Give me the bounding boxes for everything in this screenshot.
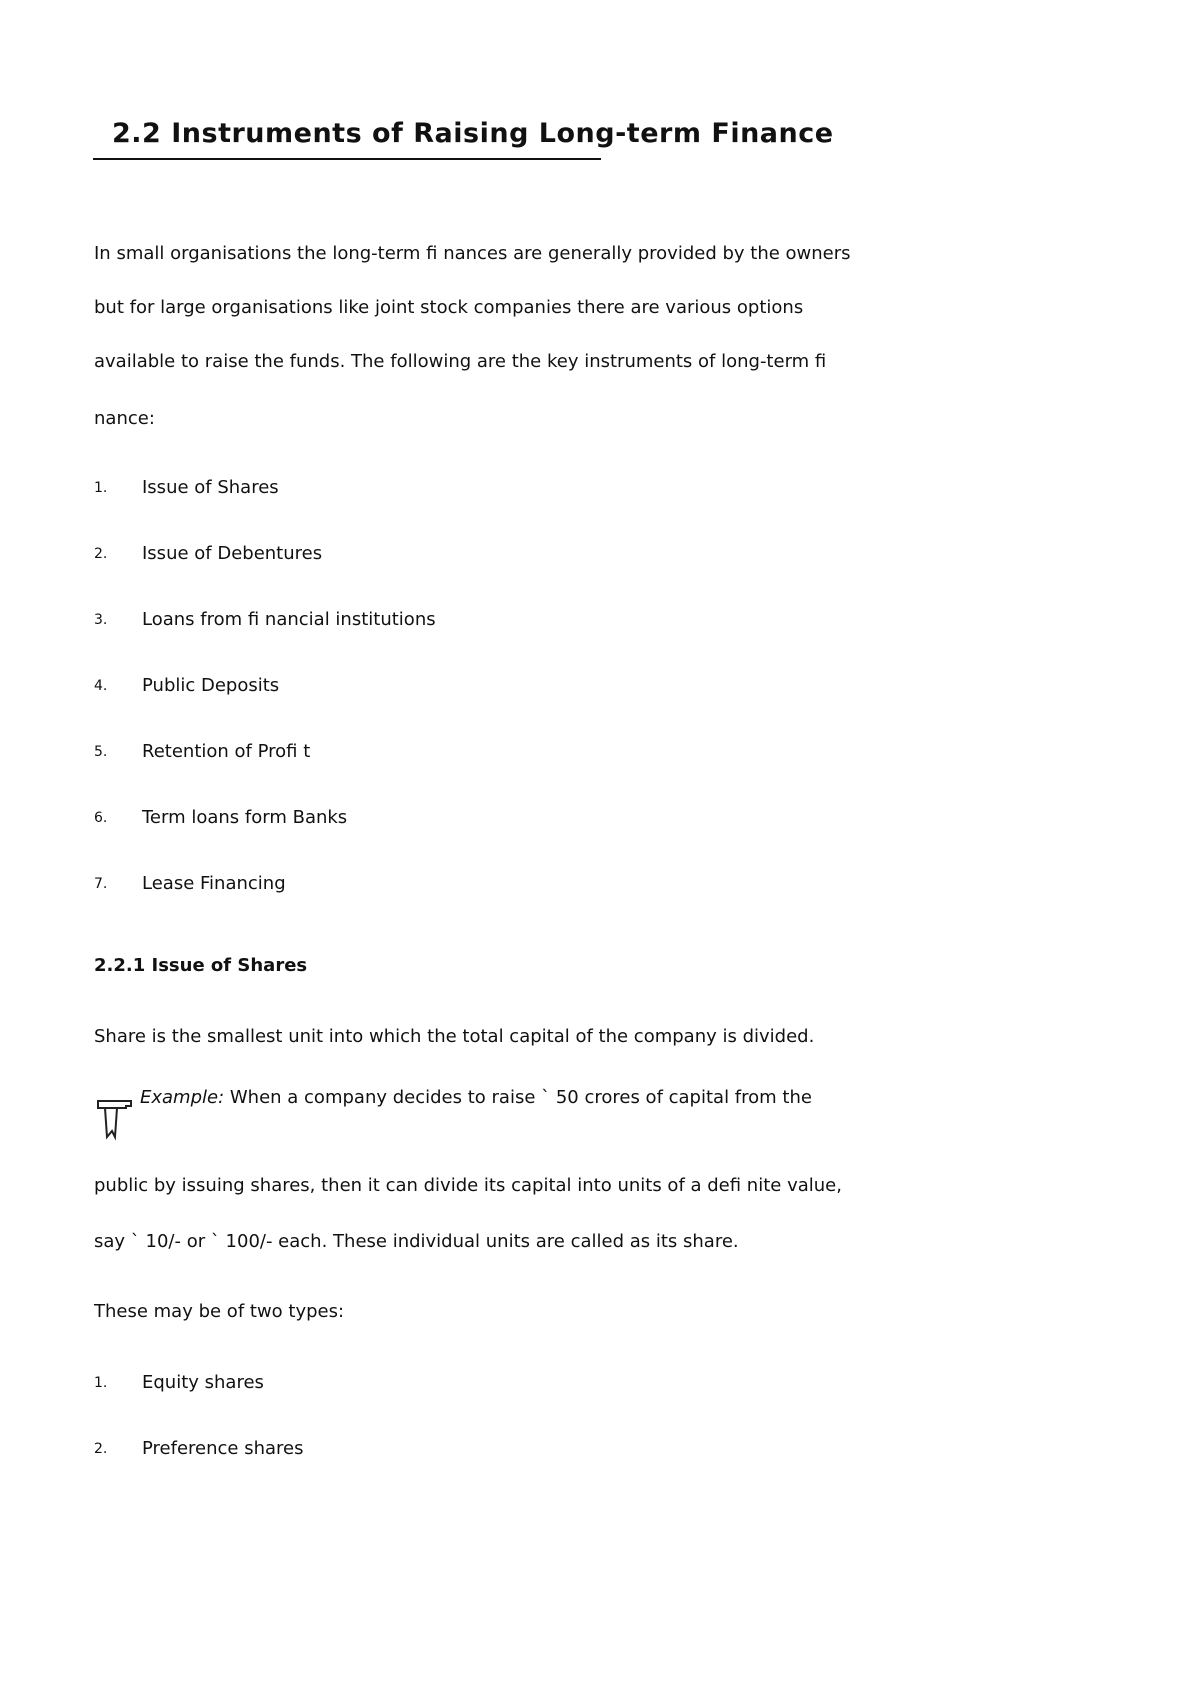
intro-line-3: available to raise the funds. The following are the key instruments of long-term fi [94,351,827,372]
example-line-3: say ` 10/- or ` 100/- each. These individual units are called as its share. [94,1231,739,1252]
list-number: 7. [94,876,108,892]
list-text: Issue of Debentures [142,543,323,564]
list-number: 2. [94,1441,108,1457]
intro-line-1: In small organisations the long-term fi nances are generally provided by the owners [94,243,851,264]
list-text: Issue of Shares [142,477,279,498]
list-text: Public Deposits [142,675,280,696]
share-definition: Share is the smallest unit into which the total capital of the company is divided. [94,1026,815,1047]
example-text: When a company decides to raise ` 50 crores of capital from the [224,1087,812,1108]
types-intro: These may be of two types: [94,1301,345,1322]
list-number: 1. [94,1375,108,1391]
list-number: 1. [94,480,108,496]
example-label: Example: [140,1087,225,1108]
page-title: 2.2 Instruments of Raising Long-term Finance [112,118,834,149]
intro-line-4: nance: [94,408,155,429]
list-text: Equity shares [142,1372,264,1393]
list-number: 2. [94,546,108,562]
example-line-2: public by issuing shares, then it can divide its capital into units of a defi nite value, [94,1175,842,1196]
section-title: 2.2.1 Issue of Shares [94,955,308,976]
example-line [140,1087,812,1108]
list-number: 6. [94,810,108,826]
list-number: 5. [94,744,108,760]
list-text: Loans from fi nancial institutions [142,609,436,630]
list-text: Term loans form Banks [142,807,348,828]
pin-icon [95,1097,135,1141]
intro-line-2: but for large organisations like joint stock companies there are various options [94,297,804,318]
list-text: Retention of Profi t [142,741,311,762]
title-underline [93,158,601,160]
list-text: Preference shares [142,1438,304,1459]
list-text: Lease Financing [142,873,286,894]
list-number: 3. [94,612,108,628]
list-number: 4. [94,678,108,694]
